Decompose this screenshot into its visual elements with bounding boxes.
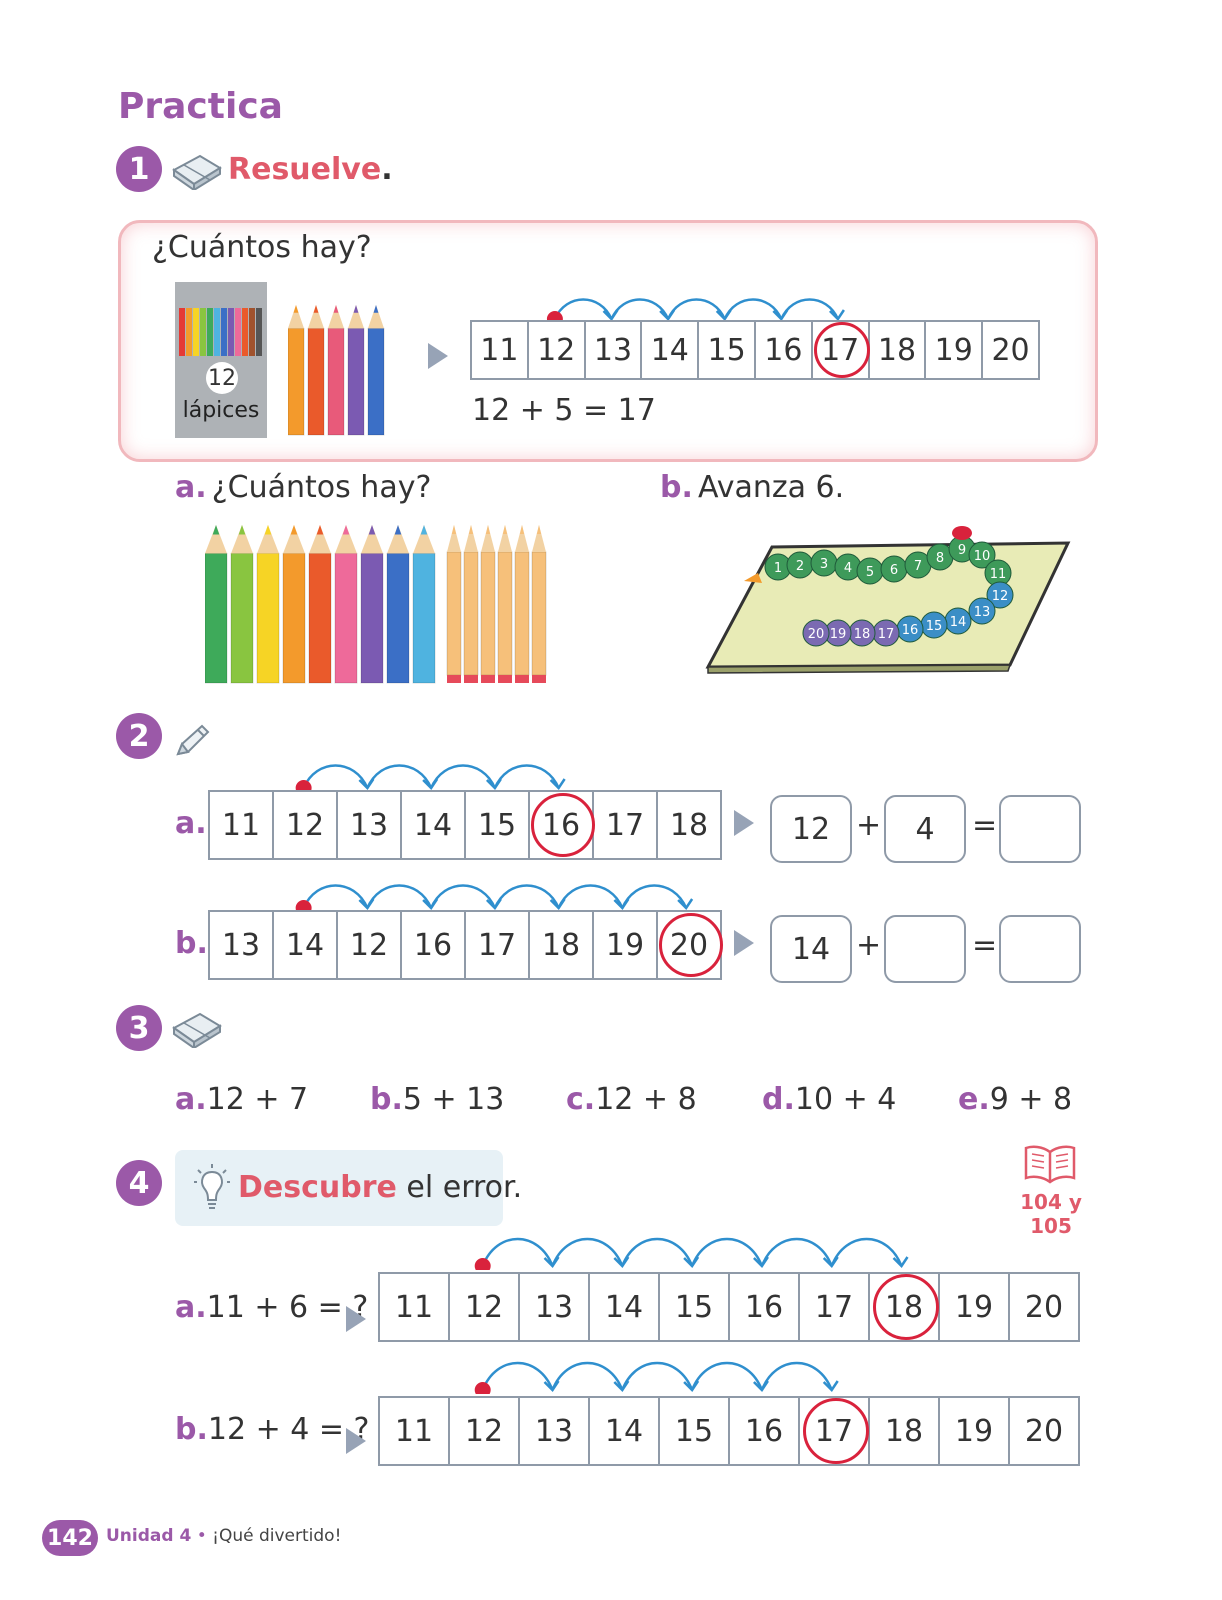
colored-pencils-illustration xyxy=(205,525,565,695)
board-square xyxy=(857,558,883,584)
page-title: Practica xyxy=(118,86,283,127)
board-square xyxy=(873,620,899,646)
pencil-box-art xyxy=(175,300,267,370)
board-number: 1 xyxy=(773,561,783,576)
board-square xyxy=(811,550,837,576)
exercise-number-3: 3 xyxy=(116,1005,162,1051)
number-cell: 19 xyxy=(926,322,983,378)
equals-sign: = xyxy=(972,928,998,963)
box-pencil xyxy=(242,308,248,356)
pencil xyxy=(498,525,512,675)
book-icon xyxy=(1022,1140,1078,1184)
arrow-right-icon xyxy=(734,930,754,956)
jump-arc xyxy=(367,766,431,789)
pencil xyxy=(447,525,461,675)
number-cell: 16 xyxy=(730,1274,800,1340)
number-cell: 12 xyxy=(338,912,402,978)
jump-arc xyxy=(692,1363,762,1390)
number-cell: 11 xyxy=(210,792,274,858)
box-pencil xyxy=(207,308,213,356)
exercise-3-item: d.10 + 4 xyxy=(762,1082,897,1117)
board-number: 16 xyxy=(901,623,919,638)
box-pencil xyxy=(228,308,234,356)
addend-box-2: 4 xyxy=(884,795,966,863)
number-cell: 13 xyxy=(520,1274,590,1340)
board-square xyxy=(897,616,923,642)
pencil xyxy=(335,525,357,683)
pencil xyxy=(532,525,546,675)
answer-circle xyxy=(531,793,595,857)
jump-arc xyxy=(668,300,725,320)
jump-arc xyxy=(622,1239,692,1266)
five-pencils-illustration xyxy=(288,305,388,440)
jump-arc xyxy=(495,766,559,789)
box-pencil xyxy=(256,308,262,356)
exercise-4b-label: b.12 + 4 = ? xyxy=(175,1412,370,1447)
number-cell: 11 xyxy=(472,322,529,378)
answer-circle xyxy=(873,1274,939,1340)
number-cell: 13 xyxy=(338,792,402,858)
jump-arcs xyxy=(208,752,728,792)
board-number: 11 xyxy=(989,567,1007,582)
number-line-4a xyxy=(378,1272,1080,1342)
pencil-icon xyxy=(172,722,212,762)
exercise-1a-label: a. ¿Cuántos hay? xyxy=(175,470,432,505)
board-number: 3 xyxy=(819,557,829,572)
number-cell: 16 xyxy=(730,1398,800,1464)
pencil xyxy=(387,525,409,683)
pencil xyxy=(348,305,364,435)
number-cell: 17 xyxy=(466,912,530,978)
plus-sign: + xyxy=(856,928,882,963)
eraser-icon xyxy=(170,1008,224,1048)
number-cell: 20 xyxy=(1024,1289,1064,1325)
answer-circle xyxy=(803,1398,869,1464)
board-number: 14 xyxy=(949,615,967,630)
answer-input[interactable] xyxy=(999,915,1081,983)
number-cell: 20 xyxy=(991,332,1030,368)
box-pencil xyxy=(193,308,199,356)
number-cell: 13 xyxy=(520,1398,590,1464)
board-square xyxy=(945,608,971,634)
jump-arc xyxy=(832,1239,902,1266)
exercise-3-item: a.12 + 7 xyxy=(175,1082,309,1117)
number-cell: 13 xyxy=(210,912,274,978)
jump-arc xyxy=(495,886,559,909)
pencil xyxy=(481,525,495,675)
jump-arc xyxy=(762,1363,832,1390)
example-equation: 12 + 5 = 17 xyxy=(472,393,656,428)
box-pencil xyxy=(186,308,192,356)
box-pencil xyxy=(179,308,185,356)
arrow-right-icon xyxy=(428,343,448,369)
answer-input[interactable] xyxy=(884,915,966,983)
number-cell: 19 xyxy=(940,1274,1010,1340)
number-cell: 18 xyxy=(870,1274,940,1340)
start-dot xyxy=(475,1382,491,1394)
box-label: lápices xyxy=(182,398,260,423)
pencil xyxy=(308,305,324,435)
number-cell: 17 xyxy=(800,1398,870,1464)
number-cell: 16 xyxy=(756,322,813,378)
number-cell: 15 xyxy=(466,792,530,858)
number-cell: 18 xyxy=(870,322,927,378)
number-cell: 12 xyxy=(450,1398,520,1464)
jump-arcs xyxy=(470,283,1050,323)
jump-arc xyxy=(781,300,838,320)
board-square xyxy=(803,620,829,646)
exercise-3-item: e.9 + 8 xyxy=(958,1082,1073,1117)
pencil-eraser xyxy=(447,675,461,683)
number-cell: 14 xyxy=(590,1398,660,1464)
box-pencil xyxy=(214,308,220,356)
number-line-2a xyxy=(208,790,722,860)
equals-sign: = xyxy=(972,808,998,843)
jump-arc xyxy=(367,886,431,909)
pencil xyxy=(283,525,305,683)
exercise-2a-letter: a. xyxy=(175,806,207,841)
pencil-eraser xyxy=(481,675,495,683)
addend-box-1: 12 xyxy=(770,795,852,863)
board-square xyxy=(881,556,907,582)
exercise-number-2: 2 xyxy=(116,713,162,759)
number-cell: 15 xyxy=(660,1398,730,1464)
number-cell: 12 xyxy=(529,322,586,378)
pencil-eraser xyxy=(464,675,478,683)
number-cell: 13 xyxy=(586,322,643,378)
pencil xyxy=(288,305,304,435)
number-cell: 16 xyxy=(402,912,466,978)
box-count: 12 xyxy=(206,362,238,394)
board-number: 6 xyxy=(889,563,899,578)
jump-arcs xyxy=(208,872,728,912)
number-cell: 20 xyxy=(1024,1413,1064,1449)
number-line-4b xyxy=(378,1396,1080,1466)
exercise-3-item: b.5 + 13 xyxy=(370,1082,505,1117)
box-pencil xyxy=(249,308,255,356)
number-cell: 19 xyxy=(940,1398,1010,1464)
pencil xyxy=(464,525,478,675)
board-square xyxy=(969,598,995,624)
board-number: 20 xyxy=(807,627,825,642)
board-number: 15 xyxy=(925,619,943,634)
pencil xyxy=(309,525,331,683)
jump-arc xyxy=(483,1239,553,1266)
page-number: 142 xyxy=(42,1520,98,1556)
number-cell: 14 xyxy=(402,792,466,858)
addend-box-1: 14 xyxy=(770,915,852,983)
exercise-number-1: 1 xyxy=(116,146,162,192)
board-square xyxy=(849,620,875,646)
number-cell: 19 xyxy=(594,912,658,978)
footer-text: Unidad 4 • ¡Qué divertido! xyxy=(106,1526,342,1546)
exercise-number-4: 4 xyxy=(116,1160,162,1206)
pencil-eraser xyxy=(515,675,529,683)
arrow-right-icon xyxy=(734,810,754,836)
board-number: 7 xyxy=(913,559,923,574)
exercise-4-instruction: Descubre el error. xyxy=(238,1170,523,1205)
jump-arc xyxy=(612,300,669,320)
board-number: 8 xyxy=(935,551,945,566)
jump-arc xyxy=(559,886,623,909)
number-cell: 15 xyxy=(699,322,756,378)
jump-arc xyxy=(304,766,368,789)
jump-arc xyxy=(725,300,782,320)
number-cell: 18 xyxy=(669,807,709,843)
pencil xyxy=(361,525,383,683)
jump-arcs xyxy=(378,1226,1078,1270)
start-dot xyxy=(475,1258,491,1270)
board-number: 17 xyxy=(877,627,895,642)
lightbulb-icon xyxy=(192,1162,232,1212)
answer-circle xyxy=(659,913,723,977)
number-cell: 17 xyxy=(800,1274,870,1340)
pencil xyxy=(368,305,384,435)
number-cell: 18 xyxy=(530,912,594,978)
pencil-box xyxy=(175,282,267,438)
snake-board-game xyxy=(700,525,1080,695)
jump-arc xyxy=(622,886,686,909)
number-cell: 12 xyxy=(450,1274,520,1340)
board-number: 4 xyxy=(843,561,853,576)
exercise-3-item: c.12 + 8 xyxy=(566,1082,697,1117)
board-number: 18 xyxy=(853,627,871,642)
board-square xyxy=(787,552,813,578)
number-cell: 14 xyxy=(274,912,338,978)
number-cell: 18 xyxy=(870,1398,940,1464)
jump-arc xyxy=(553,1239,623,1266)
jump-arcs xyxy=(378,1350,1078,1394)
pencil xyxy=(515,525,529,675)
pencil xyxy=(413,525,435,683)
arrow-right-icon xyxy=(346,1428,366,1454)
plus-sign: + xyxy=(856,808,882,843)
example-question: ¿Cuántos hay? xyxy=(152,230,372,265)
board-square xyxy=(835,554,861,580)
jump-arc xyxy=(762,1239,832,1266)
book-reference: 104 y 105 xyxy=(1020,1190,1082,1238)
jump-arc xyxy=(483,1363,553,1390)
board-number: 19 xyxy=(829,627,847,642)
exercise-1-instruction: Resuelve. xyxy=(228,152,393,187)
pencil xyxy=(257,525,279,683)
number-cell: 15 xyxy=(660,1274,730,1340)
box-pencil xyxy=(235,308,241,356)
exercise-1b-label: b. Avanza 6. xyxy=(660,470,845,505)
pencil xyxy=(205,525,227,683)
jump-arc xyxy=(555,300,612,320)
number-cell: 11 xyxy=(380,1274,450,1340)
answer-input[interactable] xyxy=(999,795,1081,863)
exercise-2b-letter: b. xyxy=(175,926,208,961)
jump-arc xyxy=(304,886,368,909)
pencil-eraser xyxy=(498,675,512,683)
jump-arc xyxy=(431,886,495,909)
pencil xyxy=(328,305,344,435)
board-number: 10 xyxy=(973,549,991,564)
number-cell: 17 xyxy=(813,322,870,378)
answer-circle xyxy=(814,322,870,378)
number-cell: 14 xyxy=(590,1274,660,1340)
board-number: 2 xyxy=(795,559,805,574)
jump-arc xyxy=(553,1363,623,1390)
board-number: 13 xyxy=(973,605,991,620)
eraser-icon xyxy=(170,150,224,190)
number-line-2b xyxy=(208,910,722,980)
number-cell: 12 xyxy=(274,792,338,858)
number-cell: 16 xyxy=(530,792,594,858)
jump-arc xyxy=(692,1239,762,1266)
pencil xyxy=(231,525,253,683)
number-cell: 11 xyxy=(380,1398,450,1464)
jump-arc xyxy=(622,1363,692,1390)
exercise-4a-label: a.11 + 6 = ? xyxy=(175,1290,369,1325)
box-pencil xyxy=(200,308,206,356)
number-cell: 17 xyxy=(594,792,658,858)
board-square xyxy=(921,612,947,638)
arrow-right-icon xyxy=(346,1306,366,1332)
board-number: 12 xyxy=(991,589,1009,604)
example-number-line xyxy=(470,320,1040,380)
number-cell: 20 xyxy=(658,912,720,978)
number-cell: 14 xyxy=(642,322,699,378)
jump-arc xyxy=(431,766,495,789)
board-number: 9 xyxy=(957,543,967,558)
pencil-eraser xyxy=(532,675,546,683)
box-pencil xyxy=(221,308,227,356)
board-number: 5 xyxy=(865,565,875,580)
